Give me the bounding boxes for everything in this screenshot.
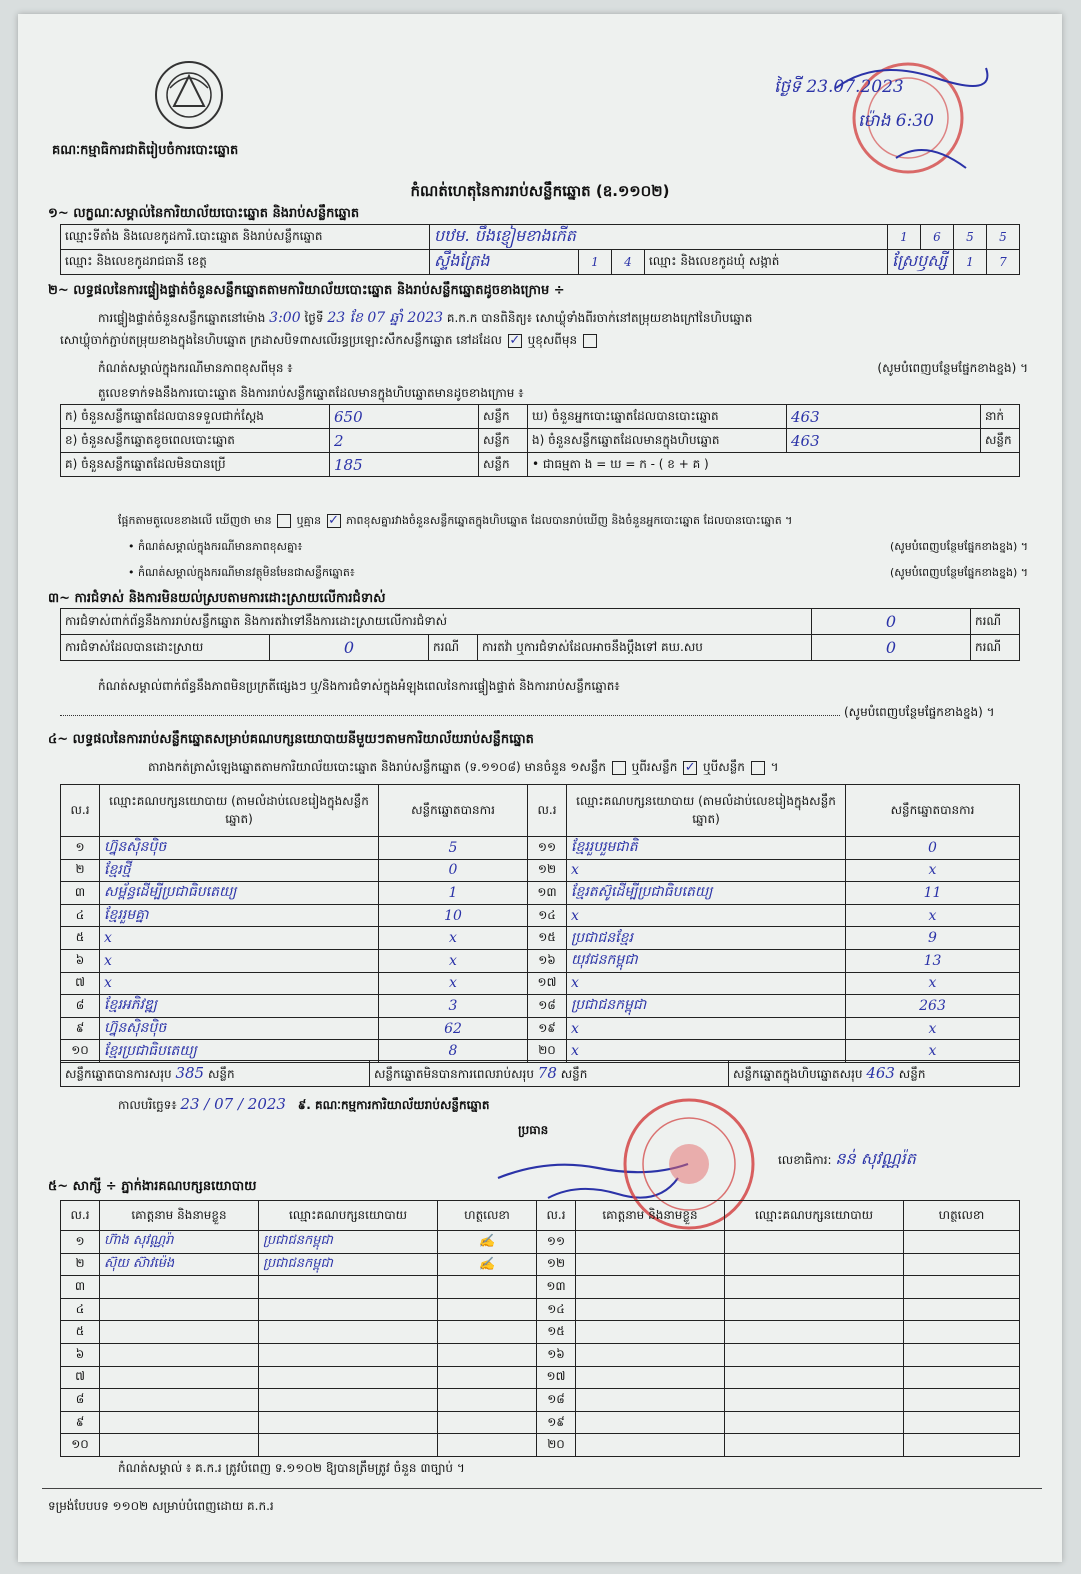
row-number: ៣ bbox=[61, 1276, 100, 1299]
empty-cell bbox=[576, 1298, 725, 1321]
table-row bbox=[61, 1298, 1020, 1321]
witness-name bbox=[100, 1366, 259, 1389]
witness-signature bbox=[438, 1366, 537, 1389]
row-number: ៧ bbox=[61, 972, 100, 995]
empty-cell bbox=[576, 1253, 725, 1276]
vote-count: x bbox=[379, 972, 528, 995]
voters-voted-label: ឃ) ចំនួនអ្នកបោះឆ្នោតដែលបានបោះឆ្នោត bbox=[528, 405, 787, 429]
seal-line: សោឃ្លុំចាក់ភ្ជាប់តម្រុយខាងក្នុងនៃហិបឆ្នោត ក្រដាសបិទពាសលើរន្ធប្រឡោះសឹកសន្លឹកឆ្នោត នៅដដែល ✓ ឬខុសពីមុន bbox=[60, 332, 1020, 350]
resolved-label: ការជំទាស់ដែលបានដោះស្រាយ bbox=[61, 635, 270, 661]
chairman-title: ប្រធាន bbox=[518, 1123, 549, 1137]
table-row bbox=[61, 1253, 1020, 1276]
witness-name bbox=[100, 1411, 259, 1434]
witness-signature: ✍ bbox=[438, 1253, 537, 1276]
table-row bbox=[61, 882, 1020, 905]
irregularity-note: កំណត់សម្គាល់ពាក់ព័ន្ធនឹងភាពមិនប្រក្រតីផ្សេងៗ ឬ/និងការជំទាស់ក្នុងអំឡុងពេលនៃការផ្ទៀងផ្ទាត់ និងការរាប់សន្លឹកឆ្នោត៖ bbox=[98, 679, 620, 693]
row-number: ៩ bbox=[61, 1411, 100, 1434]
row-number: ១៣ bbox=[537, 1276, 576, 1299]
row-number: ៣ bbox=[61, 882, 100, 905]
ballots-in-box-value: 463 bbox=[787, 429, 981, 453]
section-2-heading: ២~ លទ្ធផលនៃការផ្ទៀងផ្ទាត់ចំនួនសន្លឹកឆ្នោតតាមការិយាល័យបោះឆ្នោត និងរាប់សន្លឹកឆ្នោតដូចខាងក្រោម ÷ bbox=[48, 283, 565, 298]
vote-count: x bbox=[379, 949, 528, 972]
table-row bbox=[61, 995, 1020, 1018]
empty-cell bbox=[576, 1411, 725, 1434]
row-number: ៩ bbox=[61, 1017, 100, 1040]
row-number: ៧ bbox=[61, 1366, 100, 1389]
table-row bbox=[61, 1434, 1020, 1457]
table-row bbox=[61, 837, 1020, 860]
row-number: ៤ bbox=[61, 904, 100, 927]
discrepancy-note: • កំណត់សម្គាល់ក្នុងករណីមានភាពខុសគ្នា៖ (សូមបំពេញបន្ថែមផ្នែកខាងខ្នង) ។ bbox=[128, 540, 1028, 553]
empty-cell bbox=[576, 1231, 725, 1254]
seal-other-checkbox[interactable] bbox=[583, 334, 597, 348]
vote-count: 9 bbox=[846, 927, 1020, 950]
witness-signature bbox=[438, 1411, 537, 1434]
resolved-value: 0 bbox=[270, 635, 429, 661]
row-number: ១៥ bbox=[528, 927, 567, 950]
spoiled-ballots-value: 2 bbox=[330, 429, 479, 453]
party-name: x bbox=[567, 972, 846, 995]
chairman-id: លេខាធិការ: នន់ សុវណ្ណរ៉ត bbox=[778, 1149, 916, 1168]
empty-cell bbox=[725, 1434, 904, 1457]
row-number: ៨ bbox=[61, 1389, 100, 1412]
table-row bbox=[61, 904, 1020, 927]
row-number: ២ bbox=[61, 1253, 100, 1276]
vote-count: 3 bbox=[379, 995, 528, 1018]
empty-cell bbox=[904, 1231, 1020, 1254]
polling-station-value: បឋម. បឹងខ្ញៀមខាងកើត bbox=[430, 225, 888, 250]
empty-cell bbox=[725, 1276, 904, 1299]
witness-name bbox=[100, 1276, 259, 1299]
witness-name: ហ៊ាង សុវណ្ណរ៉ា bbox=[100, 1231, 259, 1254]
row-number: ៥ bbox=[61, 927, 100, 950]
table-row bbox=[61, 927, 1020, 950]
province-digit: 1 bbox=[579, 250, 612, 275]
empty-cell bbox=[904, 1366, 1020, 1389]
table-row bbox=[61, 1017, 1020, 1040]
unused-ballots-value: 185 bbox=[330, 453, 479, 477]
party-name: x bbox=[100, 927, 379, 950]
witness-name: ស៊ុយ ស៊ាវម៉េង bbox=[100, 1253, 259, 1276]
vote-count: 13 bbox=[846, 949, 1020, 972]
row-number: ១៤ bbox=[528, 904, 567, 927]
empty-cell bbox=[904, 1253, 1020, 1276]
party-name: x bbox=[567, 859, 846, 882]
party-results-table: ល.រ ឈ្មោះគណបក្សនយោបាយ (តាមលំដាប់លេខរៀងក្នុងសន្លឹកឆ្នោត) សន្លឹកឆ្នោតបានការ ល.រ ឈ្មោះគណបក្សនយោបាយ (តាមលំដាប់លេខរៀងក្នុងសន្លឹកឆ្នោត) សន្លឹកឆ្នោតបានការ ១ ហ្វ៊ុនស៊ិនប៉ិច 5 ១១ ខ្មែររួបរួមជាតិ 0 ២ ខ្មែរថ្មី 0 ១២ x x ៣ សម្ព័ន្ធដើម្បីប្រជាធិបតេយ្យ 1 ១៣ ខ្មែរតស៊ូដើម្បីប្រជាធិបតេយ្យ 11 ៤ ខ្មែររួមគ្នា 10 ១៤ x x ៥ x x ១៥ ប្រជាជនខ្មែរ 9 ៦ x x ១៦ យុវជនកម្ពុជា 13 ៧ x x ១៧ x x ៨ ខ្មែរអភិវឌ្ឍ 3 ១៨ ប្រជាជនកម្ពុជា 263 ៩ ហ្វ៊ុនស៊ិនប៉ិច 62 ១៩ x x ១០ ខ្មែរប្រជាធិបតេយ្យ 8 ២០ x x bbox=[60, 784, 1020, 1063]
empty-cell bbox=[904, 1411, 1020, 1434]
station-digit: 5 bbox=[987, 225, 1020, 250]
province-digit: 4 bbox=[612, 250, 645, 275]
formula: • ជាធម្មតា ង = ឃ = ក - ( ខ + គ ) bbox=[528, 453, 1020, 477]
commune-digit: 7 bbox=[987, 250, 1020, 275]
tally-three-pages-checkbox[interactable] bbox=[751, 761, 765, 775]
witness-signature: ✍ bbox=[438, 1231, 537, 1254]
box-total: សន្លឹកឆ្នោតក្នុងហិបឆ្នោតសរុប 463 សន្លឹក bbox=[729, 1061, 1020, 1087]
empty-cell bbox=[725, 1411, 904, 1434]
party-name: ខ្មែររួមគ្នា bbox=[100, 904, 379, 927]
station-digit: 6 bbox=[921, 225, 954, 250]
note-line: កំណត់សម្គាល់ក្នុងករណីមានភាពខុសពីមុន ៖ (សូមបំពេញបន្ថែមផ្នែកខាងខ្នង) ។ bbox=[98, 361, 1028, 375]
complaints-value: 0 bbox=[812, 609, 971, 635]
witness-table: ល.រ គោត្តនាម និងនាមខ្លួន ឈ្មោះគណបក្សនយោបាយ ហត្ថលេខា ល.រ គោត្តនាម និងនាមខ្លួន ឈ្មោះគណបក្សនយោបាយ ហត្ថលេខា ១ ហ៊ាង សុវណ្ណរ៉ា ប្រជាជនកម្ពុជា ✍ ១១ ២ ស៊ុយ ស៊ាវម៉េង ប្រជាជនកម្ពុជា ✍ ១២ ៣ ១៣ ៤ ១៤ ៥ ១៥ ៦ ១៦ ៧ ១៧ ៨ ១៨ ៩ ១៩ ១០ ២០ bbox=[60, 1200, 1020, 1457]
row-number: ១៨ bbox=[537, 1389, 576, 1412]
party-name: ហ្វ៊ុនស៊ិនប៉ិច bbox=[100, 1017, 379, 1040]
witness-signature bbox=[438, 1343, 537, 1366]
witness-name bbox=[100, 1343, 259, 1366]
vote-count: 1 bbox=[379, 882, 528, 905]
ballots-in-box-label: ង) ចំនួនសន្លឹកឆ្នោតដែលមានក្នុងហិបឆ្នោត bbox=[528, 429, 787, 453]
empty-cell bbox=[576, 1343, 725, 1366]
section-1-heading: ១~ លក្ខណៈសម្គាល់នៃការិយាល័យបោះឆ្នោត និងរាប់សន្លឹកឆ្នោត bbox=[48, 206, 360, 221]
witness-name bbox=[100, 1434, 259, 1457]
witness-party bbox=[259, 1389, 438, 1412]
complaints-table: ការជំទាស់ពាក់ព័ន្ធនឹងការរាប់សន្លឹកឆ្នោត និងការតវ៉ាទៅនឹងការដោះស្រាយលើការជំទាស់ 0 ករណី ការជំទាស់ដែលបានដោះស្រាយ 0 ករណី ការតវ៉ា ឬការជំទាស់ដែលអាចនឹងប្តឹងទៅ គឃ.សប 0 ករណី bbox=[60, 608, 1020, 661]
section-4-heading: ៤~ លទ្ធផលនៃការរាប់សន្លឹកឆ្នោតសម្រាប់គណបក្សនយោបាយនីមួយៗតាមការិយាល័យរាប់សន្លឹកឆ្នោត bbox=[48, 732, 534, 747]
commune-value: ស្រែឫស្សី bbox=[888, 250, 954, 275]
discrepancy-yes-checkbox[interactable] bbox=[277, 514, 291, 528]
row-number: ១៧ bbox=[537, 1366, 576, 1389]
witness-signature bbox=[438, 1389, 537, 1412]
province-value: ស្ទឹងត្រែង bbox=[430, 250, 579, 275]
witness-name bbox=[100, 1298, 259, 1321]
vote-count: x bbox=[846, 859, 1020, 882]
row-number: ១ bbox=[61, 837, 100, 860]
seal-intact-checkbox[interactable]: ✓ bbox=[509, 332, 521, 348]
document-page bbox=[18, 14, 1062, 1562]
complaints-label: ការជំទាស់ពាក់ព័ន្ធនឹងការរាប់សន្លឹកឆ្នោត និងការតវ៉ាទៅនឹងការដោះស្រាយលើការជំទាស់ bbox=[61, 609, 812, 635]
note-dotted-line bbox=[60, 714, 840, 716]
table-row bbox=[61, 1231, 1020, 1254]
empty-cell bbox=[725, 1343, 904, 1366]
row-number: ១៤ bbox=[537, 1298, 576, 1321]
date-line: កាលបរិច្ឆេទ៖ 23 / 07 / 2023 ៩. គណៈកម្មការការិយាល័យរាប់សន្លឹកឆ្នោត bbox=[118, 1095, 490, 1113]
witness-signature bbox=[438, 1434, 537, 1457]
discrepancy-no-checkbox[interactable]: ✓ bbox=[328, 513, 340, 528]
section-1-table bbox=[60, 224, 1020, 275]
vote-count: 62 bbox=[379, 1017, 528, 1040]
unused-ballots-label: គ) ចំនួនសន្លឹកឆ្នោតដែលមិនបានប្រើ bbox=[61, 453, 330, 477]
witness-party bbox=[259, 1411, 438, 1434]
row-number: ២០ bbox=[528, 1040, 567, 1063]
party-name: ខ្មែរអភិវឌ្ឍ bbox=[100, 995, 379, 1018]
row-number: ១៩ bbox=[537, 1411, 576, 1434]
tally-one-page-checkbox[interactable] bbox=[612, 761, 626, 775]
tally-two-pages-checkbox[interactable]: ✓ bbox=[684, 759, 696, 775]
witness-party bbox=[259, 1343, 438, 1366]
vote-count: 11 bbox=[846, 882, 1020, 905]
witness-name bbox=[100, 1321, 259, 1344]
witness-name bbox=[100, 1389, 259, 1412]
party-name: ខ្មែរថ្មី bbox=[100, 859, 379, 882]
empty-cell bbox=[725, 1253, 904, 1276]
empty-cell bbox=[725, 1389, 904, 1412]
row-number: ៦ bbox=[61, 1343, 100, 1366]
ballots-received-value: 650 bbox=[330, 405, 479, 429]
vote-count: x bbox=[846, 904, 1020, 927]
empty-cell bbox=[904, 1276, 1020, 1299]
verification-line: ការផ្ទៀងផ្ទាត់ចំនួនសន្លឹកឆ្នោតនៅម៉ោង 3:00 ថ្ងៃទី 23 ខែ 07 ឆ្នាំ 2023 គ.ក.ក បានពិនិត្យ៖ សោឃ្លុំទាំងពីរចាក់នៅតម្រុយខាងក្រៅនៃហិបឆ្នោត bbox=[98, 310, 753, 326]
row-number: ១៨ bbox=[528, 995, 567, 1018]
empty-cell bbox=[576, 1276, 725, 1299]
party-name: យុវជនកម្ពុជា bbox=[567, 949, 846, 972]
empty-cell bbox=[725, 1231, 904, 1254]
row-number: ១០ bbox=[61, 1040, 100, 1063]
table-row bbox=[61, 859, 1020, 882]
empty-cell bbox=[904, 1321, 1020, 1344]
appeal-value: 0 bbox=[812, 635, 971, 661]
vote-count: x bbox=[846, 1040, 1020, 1063]
voters-voted-value: 463 bbox=[787, 405, 981, 429]
party-name: x bbox=[567, 904, 846, 927]
vote-count: x bbox=[846, 1017, 1020, 1040]
foreign-object-note: • កំណត់សម្គាល់ក្នុងករណីមានវត្ថុមិនមែនជាសន្លឹកឆ្នោត៖ (សូមបំពេញបន្ថែមផ្នែកខាងខ្នង) ។ bbox=[128, 566, 1028, 579]
form-title: កំណត់ហេតុនៃការរាប់សន្លឹកឆ្នោត (ឧ.១១០២) bbox=[410, 182, 670, 200]
row-number: ៥ bbox=[61, 1321, 100, 1344]
witness-signature bbox=[438, 1298, 537, 1321]
spoiled-ballots-label: ខ) ចំនួនសន្លឹកឆ្នោតខូចពេលបោះឆ្នោត bbox=[61, 429, 330, 453]
empty-cell bbox=[904, 1389, 1020, 1412]
section-3-heading: ៣~ ការជំទាស់ និងការមិនយល់ស្របតាមការដោះស្រាយលើការជំទាស់ bbox=[48, 591, 386, 606]
vote-count: 263 bbox=[846, 995, 1020, 1018]
row-number: ២០ bbox=[537, 1434, 576, 1457]
station-digit: 1 bbox=[888, 225, 921, 250]
received-date: ថ្ងៃទី 23.07.2023 bbox=[774, 77, 904, 97]
table-row bbox=[61, 1411, 1020, 1434]
commune-digit: 1 bbox=[954, 250, 987, 275]
witness-party: ប្រជាជនកម្ពុជា bbox=[259, 1253, 438, 1276]
party-name: x bbox=[100, 949, 379, 972]
party-name: ហ្វ៊ុនស៊ិនប៉ិច bbox=[100, 837, 379, 860]
party-name: ប្រជាជនខ្មែរ bbox=[567, 927, 846, 950]
vote-count: 8 bbox=[379, 1040, 528, 1063]
ballot-count-table: ក) ចំនួនសន្លឹកឆ្នោតដែលបានទទួលជាក់ស្តែង 650 សន្លឹក ឃ) ចំនួនអ្នកបោះឆ្នោតដែលបានបោះឆ្នោត 463 នាក់ ខ) ចំនួនសន្លឹកឆ្នោតខូចពេលបោះឆ្នោត 2 សន្លឹក ង) ចំនួនសន្លឹកឆ្នោតដែលមានក្នុងហិបឆ្នោត 463 សន្លឹក គ) ចំនួនសន្លឹកឆ្នោតដែលមិនបានប្រើ 185 សន្លឹក • ជាធម្មតា ង = ឃ = ក - ( ខ + គ ) bbox=[60, 404, 1020, 477]
vote-count: 10 bbox=[379, 904, 528, 927]
section-5-heading: ៥~ សាក្សី ÷ ភ្នាក់ងារគណបក្សនយោបាយ bbox=[48, 1179, 257, 1194]
row-number: ៨ bbox=[61, 995, 100, 1018]
count-intro: តួលេខទាក់ទងនឹងការបោះឆ្នោត និងការរាប់សន្លឹកឆ្នោតដែលមានក្នុងហិបឆ្នោតមានដូចខាងក្រោម ៖ bbox=[98, 386, 524, 400]
row-number: ៦ bbox=[61, 949, 100, 972]
empty-cell bbox=[576, 1321, 725, 1344]
ballots-received-label: ក) ចំនួនសន្លឹកឆ្នោតដែលបានទទួលជាក់ស្តែង bbox=[61, 405, 330, 429]
row-number: ១១ bbox=[537, 1231, 576, 1254]
valid-total: សន្លឹកឆ្នោតបានការសរុប 385 សន្លឹក bbox=[61, 1061, 370, 1087]
fill-note: (សូមបំពេញបន្ថែមផ្នែកខាងខ្នង) ។ bbox=[844, 705, 995, 719]
row-number: ១១ bbox=[528, 837, 567, 860]
party-name: x bbox=[567, 1040, 846, 1063]
table-row bbox=[61, 972, 1020, 995]
witness-party bbox=[259, 1276, 438, 1299]
witness-signature bbox=[438, 1276, 537, 1299]
received-time: ម៉ោង 6:30 bbox=[858, 111, 934, 131]
party-name: ខ្មែររួបរួមជាតិ bbox=[567, 837, 846, 860]
empty-cell bbox=[576, 1434, 725, 1457]
row-number: ៤ bbox=[61, 1298, 100, 1321]
totals-table bbox=[60, 1060, 1020, 1087]
row-number: ១៣ bbox=[528, 882, 567, 905]
comparison-line: ផ្អែកតាមតួលេខខាងលើ ឃើញថា មាន ឬគ្មាន ✓ ភាពខុសគ្នារវាងចំនួនសន្លឹកឆ្នោតក្នុងហិបឆ្នោត ដែលបានរាប់ឃើញ និងចំនួនអ្នកបោះឆ្នោត ដែលបានបោះឆ្នោត ។ bbox=[118, 513, 793, 528]
vote-count: 0 bbox=[846, 837, 1020, 860]
row-number: ១២ bbox=[528, 859, 567, 882]
party-name: x bbox=[567, 1017, 846, 1040]
empty-cell bbox=[576, 1389, 725, 1412]
polling-station-label: ឈ្មោះទីតាំង និងលេខកូដការិ.បោះឆ្នោត និងរាប់សន្លឹកឆ្នោត bbox=[61, 225, 430, 250]
row-number: ១ bbox=[61, 1231, 100, 1254]
vote-count: x bbox=[379, 927, 528, 950]
witness-party bbox=[259, 1366, 438, 1389]
appeal-label: ការតវ៉ា ឬការជំទាស់ដែលអាចនឹងប្តឹងទៅ គឃ.សប bbox=[478, 635, 812, 661]
row-number: ១៩ bbox=[528, 1017, 567, 1040]
nec-emblem-icon bbox=[152, 58, 226, 132]
party-name: x bbox=[100, 972, 379, 995]
witness-signature bbox=[438, 1321, 537, 1344]
party-name: សម្ព័ន្ធដើម្បីប្រជាធិបតេយ្យ bbox=[100, 882, 379, 905]
footer-divider bbox=[42, 1488, 1042, 1489]
vote-count: 0 bbox=[379, 859, 528, 882]
party-name: ខ្មែរតស៊ូដើម្បីប្រជាធិបតេយ្យ bbox=[567, 882, 846, 905]
vote-count: 5 bbox=[379, 837, 528, 860]
committee-name: គណៈកម្មាធិការជាតិរៀបចំការបោះឆ្នោត bbox=[52, 143, 239, 158]
party-name: ខ្មែរប្រជាធិបតេយ្យ bbox=[100, 1040, 379, 1063]
party-name: ប្រជាជនកម្ពុជា bbox=[567, 995, 846, 1018]
row-number: ១០ bbox=[61, 1434, 100, 1457]
row-number: ១៦ bbox=[537, 1343, 576, 1366]
table-row bbox=[61, 1321, 1020, 1344]
empty-cell bbox=[725, 1366, 904, 1389]
row-number: ១៦ bbox=[528, 949, 567, 972]
vote-count: x bbox=[846, 972, 1020, 995]
empty-cell bbox=[904, 1343, 1020, 1366]
witness-party bbox=[259, 1321, 438, 1344]
empty-cell bbox=[904, 1434, 1020, 1457]
table-row bbox=[61, 1343, 1020, 1366]
empty-cell bbox=[904, 1298, 1020, 1321]
empty-cell bbox=[725, 1321, 904, 1344]
tally-sheet-line: តារាងកត់ត្រាសំឡេងឆ្នោតតាមការិយាល័យបោះឆ្នោត និងរាប់សន្លឹកឆ្នោត (ទ.១១០៨) មានចំនួន ១សន្លឹក ឬពីរសន្លឹក ✓ ឬបីសន្លឹក ។ bbox=[148, 759, 779, 775]
empty-cell bbox=[725, 1298, 904, 1321]
province-label: ឈ្មោះ និងលេខកូដរាជធានី ខេត្ត bbox=[61, 250, 430, 275]
table-row bbox=[61, 1366, 1020, 1389]
invalid-total: សន្លឹកឆ្នោតមិនបានការពេលរាប់សរុប 78 សន្លឹក bbox=[370, 1061, 729, 1087]
commune-label: ឈ្មោះ និងលេខកូដឃុំ សង្កាត់ bbox=[645, 250, 888, 275]
row-number: ១៥ bbox=[537, 1321, 576, 1344]
footnote: កំណត់សម្គាល់ ៖ គ.ក.រ ត្រូវបំពេញ ទ.១១០២ ឱ្យបានត្រឹមត្រូវ ចំនួន ៣ច្បាប់ ។ bbox=[118, 1461, 465, 1475]
table-row bbox=[61, 1276, 1020, 1299]
witness-party: ប្រជាជនកម្ពុជា bbox=[259, 1231, 438, 1254]
row-number: ១៧ bbox=[528, 972, 567, 995]
form-footer: ទម្រង់បែបបទ ១១០២ សម្រាប់បំពេញដោយ គ.ក.រ bbox=[48, 1499, 274, 1513]
table-row bbox=[61, 949, 1020, 972]
witness-party bbox=[259, 1298, 438, 1321]
witness-party bbox=[259, 1434, 438, 1457]
row-number: ១២ bbox=[537, 1253, 576, 1276]
row-number: ២ bbox=[61, 859, 100, 882]
empty-cell bbox=[576, 1366, 725, 1389]
table-row bbox=[61, 1389, 1020, 1412]
station-digit: 5 bbox=[954, 225, 987, 250]
